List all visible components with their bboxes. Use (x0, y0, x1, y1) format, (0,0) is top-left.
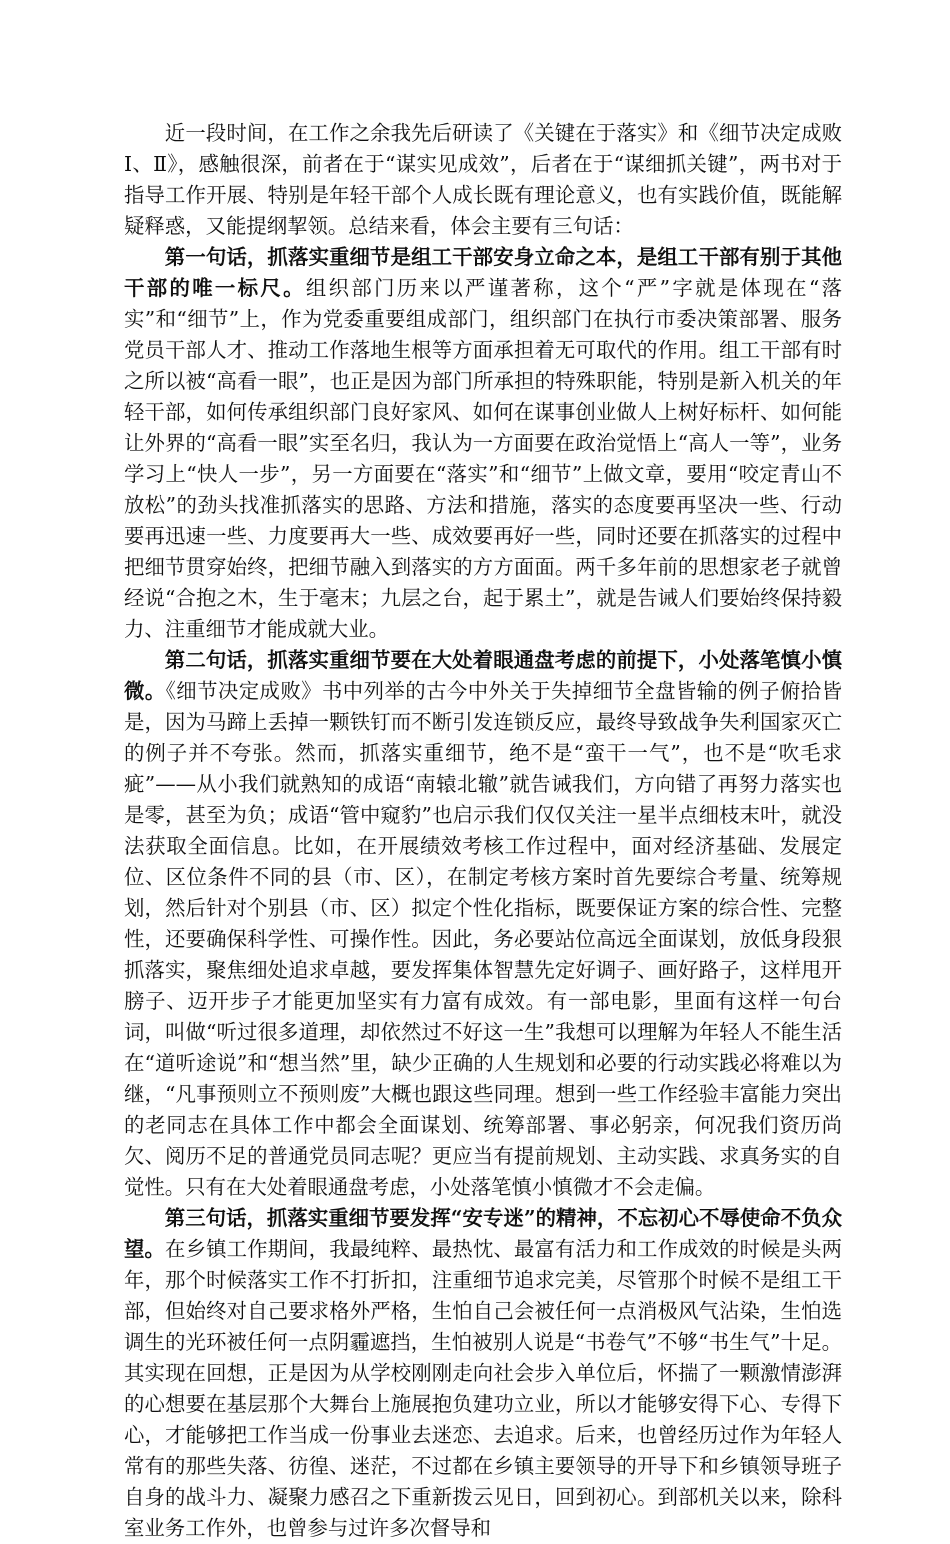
paragraph-lead: 第三句话，抓落实重细节要发挥“安专迷”的精神，不忘初心不辱使命不负众望。 (124, 1206, 842, 1261)
paragraph-lead: 第二句话，抓落实重细节要在大处着眼通盘考虑的前提下，小处落笔慎小慎微。 (124, 648, 842, 703)
first-point-paragraph (124, 242, 842, 645)
document-page (124, 118, 842, 1544)
paragraph-body: 《细节决定成败》书中列举的古今中外关于失掉细节全盘皆输的例子俯拾皆是，因为马蹄上丢掉一颗铁钉而不断引发连锁反应，最终导致战争失利国家灭亡的例子并不夸张。然而，抓落实重细节，绝不是“蛮干一气”，也不是“吹毛求疵”——从小我们就熟知的成语“南辕北辙”就告诫我们，方向错了再努力落实也是零，甚至为负；成语“管中窥豹”也启示我们仅仅关注一星半点细枝末叶，就没法获取全面信息。比如，在开展绩效考核工作过程中，面对经济基础、发展定位、区位条件不同的县（市、区），在制定考核方案时首先要综合考量、统筹规划，然后针对个别县（市、区）拟定个性化指标，既要保证方案的综合性、完整性，还要确保科学性、可操作性。因此，务必要站位高远全面谋划，放低身段狠抓落实，聚焦细处追求卓越，要发挥集体智慧先定好调子、画好路子，这样甩开膀子、迈开步子才能更加坚实有力富有成效。有一部电影，里面有这样一句台词，叫做“听过很多道理，却依然过不好这一生”我想可以理解为年轻人不能生活在“道听途说”和“想当然”里，缺少正确的人生规划和必要的行动实践必将难以为继，“凡事预则立不预则废”大概也跟这些同理。想到一些工作经验丰富能力突出的老同志在具体工作中都会全面谋划、统筹部署、事必躬亲，何况我们资历尚欠、阅历不足的普通党员同志呢？更应当有提前规划、主动实践、求真务实的自觉性。只有在大处着眼通盘考虑，小处落笔慎小慎微才不会走偏。 (124, 679, 843, 1199)
paragraph-lead: 第一句话，抓落实重细节是组工干部安身立命之本，是组工干部有别于其他干部的唯一标尺。 (124, 245, 842, 300)
intro-paragraph (124, 118, 842, 242)
third-point-paragraph (124, 1203, 842, 1544)
paragraph-body: 在乡镇工作期间，我最纯粹、最热忱、最富有活力和工作成效的时候是头两年，那个时候落实工作不打折扣，注重细节追求完美，尽管那个时候不是组工干部，但始终对自己要求格外严格，生怕自己会被任何一点消极风气沾染，生怕选调生的光环被任何一点阴霾遮挡，生怕被别人说是“书卷气”不够“书生气”十足。其实现在回想，正是因为从学校刚刚走向社会步入单位后，怀揣了一颗激情澎湃的心想要在基层那个大舞台上施展抱负建功立业，所以才能够安得下心、专得下心，才能够把工作当成一份事业去迷恋、去追求。后来，也曾经历过作为年轻人常有的那些失落、彷徨、迷茫，不过都在乡镇主要领导的开导下和乡镇领导班子自身的战斗力、凝聚力感召之下重新拨云见日，回到初心。到部机关以来，除科室业务工作外，也曾参与过许多次督导和 (124, 1237, 843, 1540)
paragraph-body: 近一段时间，在工作之余我先后研读了《关键在于落实》和《细节决定成败Ⅰ、Ⅱ》，感触很深，前者在于“谋实见成效”，后者在于“谋细抓关键”，两书对于指导工作开展、特别是年轻干部个人成长既有理论意义，也有实践价值，既能解疑释惑，又能提纲挈领。总结来看，体会主要有三句话： (124, 121, 842, 238)
second-point-paragraph (124, 645, 842, 1203)
paragraph-body: 组织部门历来以严谨著称，这个“严”字就是体现在“落实”和“细节”上，作为党委重要组成部门，组织部门在执行市委决策部署、服务党员干部人才、推动工作落地生根等方面承担着无可取代的作用。组工干部有时之所以被“高看一眼”，也正是因为部门所承担的特殊职能，特别是新入机关的年轻干部，如何传承组织部门良好家风、如何在谋事创业做人上树好标杆、如何能让外界的“高看一眼”实至名归，我认为一方面要在政治觉悟上“高人一等”，业务学习上“快人一步”，另一方面要在“落实”和“细节”上做文章，要用“咬定青山不放松”的劲头找准抓落实的思路、方法和措施，落实的态度要再坚决一些、行动要再迅速一些、力度要再大一些、成效要再好一些，同时还要在抓落实的过程中把细节贯穿始终，把细节融入到落实的方方面面。两千多年前的思想家老子就曾经说“合抱之木，生于毫末；九层之台，起于累土”，就是告诫人们要始终保持毅力、注重细节才能成就大业。 (124, 276, 842, 641)
